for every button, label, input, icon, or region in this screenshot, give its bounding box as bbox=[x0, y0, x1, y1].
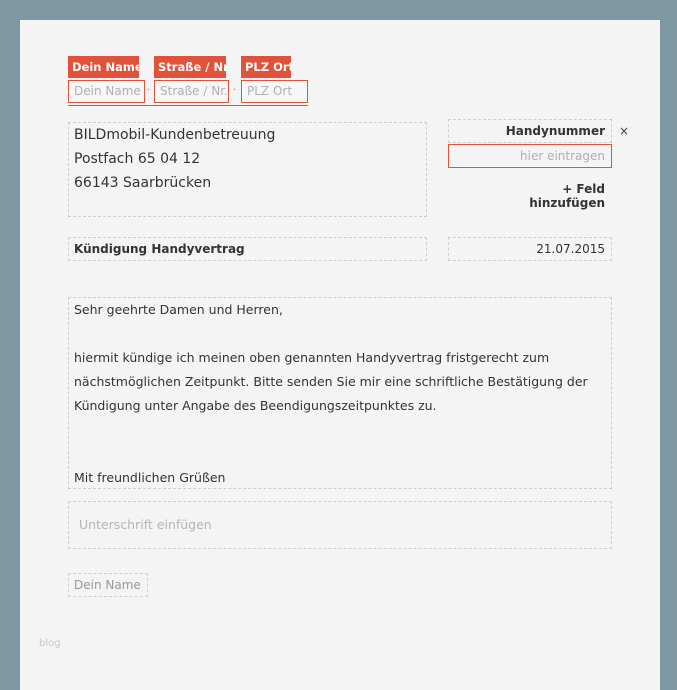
recipient-address-block[interactable] bbox=[68, 122, 427, 217]
separator-dot: · bbox=[147, 85, 151, 96]
date-field[interactable]: 21.07.2015 bbox=[448, 237, 612, 261]
letter-body-block[interactable] bbox=[68, 297, 612, 489]
sender-city-tag: PLZ Ort bbox=[241, 56, 291, 78]
salutation: Sehr geehrte Damen und Herren, bbox=[74, 302, 283, 317]
recipient-line: 66143 Saarbrücken bbox=[74, 175, 212, 191]
sender-underline bbox=[68, 105, 308, 106]
body-paragraph: hiermit kündige ich meinen oben genannten Handyvertrag fristgerecht zum nächstmöglichen Zeitpunkt. Bitte senden Sie mir eine schriftliche Bestätigung der Kündigung unter Angabe des Beendigungszeitpunktes zu. bbox=[74, 350, 588, 413]
letter-paper bbox=[20, 20, 660, 690]
sender-name-input[interactable]: Dein Name bbox=[68, 80, 145, 103]
watermark: blog bbox=[39, 638, 61, 649]
recipient-line: Postfach 65 04 12 bbox=[74, 151, 201, 167]
closing: Mit freundlichen Grüßen bbox=[74, 470, 226, 485]
sender-street-tag: Straße / Nr. bbox=[154, 56, 226, 78]
phone-input[interactable]: hier eintragen bbox=[448, 144, 612, 168]
add-field-button[interactable]: + Feld hinzufügen bbox=[529, 182, 605, 210]
subject-field[interactable]: Kündigung Handyvertrag bbox=[68, 237, 427, 261]
name-footer-field[interactable]: Dein Name bbox=[68, 573, 148, 597]
sender-city-input[interactable]: PLZ Ort bbox=[241, 80, 308, 103]
separator-dot: · bbox=[233, 85, 237, 96]
remove-field-icon[interactable]: × bbox=[619, 124, 630, 138]
signature-field[interactable]: Unterschrift einfügen bbox=[68, 501, 612, 549]
recipient-line: BILDmobil-Kundenbetreuung bbox=[74, 127, 276, 143]
sender-name-tag: Dein Name bbox=[68, 56, 139, 78]
sender-street-input[interactable]: Straße / Nr. bbox=[154, 80, 229, 103]
phone-label: Handynummer bbox=[448, 119, 612, 143]
